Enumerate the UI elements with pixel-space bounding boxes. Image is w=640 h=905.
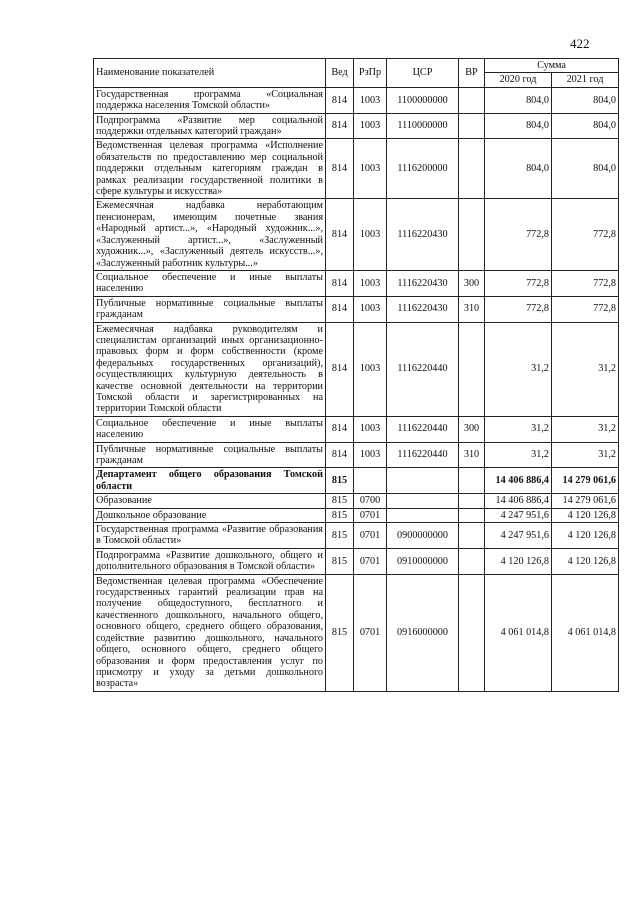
table-row — [94, 468, 619, 494]
row-name: Социальное обеспечение и иные выплаты населению — [94, 416, 326, 442]
row-ved: 815 — [326, 523, 354, 549]
row-name: Подпрограмма «Развитие дошкольного, общего и дополнительного образования в Томской области» — [94, 548, 326, 574]
table-row — [94, 139, 619, 199]
row-rzpr: 1003 — [354, 199, 387, 270]
row-sum-2021: 804,0 — [552, 113, 619, 139]
row-ved: 814 — [326, 416, 354, 442]
table-row — [94, 548, 619, 574]
header-rzpr: РзПр — [354, 59, 387, 88]
row-sum-2020: 14 406 886,4 — [485, 468, 552, 494]
row-rzpr: 1003 — [354, 113, 387, 139]
table-row — [94, 270, 619, 296]
row-vr — [459, 87, 485, 113]
row-sum-2020: 772,8 — [485, 199, 552, 270]
row-csr: 1116220430 — [387, 270, 459, 296]
row-name: Ежемесячная надбавка неработающим пенсионерам, имеющим почетные звания «Народный артист...», «Народный художник...», «Заслуженный артист...», «Заслуженный художник...», «Заслуженный деятель искусств...», «Заслуженный работник культуры...» — [94, 199, 326, 270]
row-rzpr: 0701 — [354, 523, 387, 549]
row-rzpr: 1003 — [354, 322, 387, 416]
table-row — [94, 574, 619, 691]
header-year-2020: 2020 год — [485, 73, 552, 87]
row-vr — [459, 494, 485, 508]
row-sum-2021: 31,2 — [552, 416, 619, 442]
row-sum-2021: 772,8 — [552, 199, 619, 270]
table-row — [94, 416, 619, 442]
row-ved: 814 — [326, 322, 354, 416]
row-csr: 1116220440 — [387, 442, 459, 468]
row-sum-2021: 4 120 126,8 — [552, 523, 619, 549]
header-name: Наименование показателей — [94, 59, 326, 88]
row-rzpr: 0701 — [354, 574, 387, 691]
row-vr — [459, 322, 485, 416]
row-vr — [459, 523, 485, 549]
page-number: 422 — [570, 36, 590, 51]
row-csr: 1116220440 — [387, 322, 459, 416]
row-ved: 815 — [326, 548, 354, 574]
row-sum-2020: 31,2 — [485, 416, 552, 442]
row-vr — [459, 574, 485, 691]
row-name: Социальное обеспечение и иные выплаты населению — [94, 270, 326, 296]
row-name: Дошкольное образование — [94, 508, 326, 522]
row-name: Государственная программа «Социальная поддержка населения Томской области» — [94, 87, 326, 113]
row-vr: 310 — [459, 296, 485, 322]
row-vr — [459, 468, 485, 494]
header-ved: Вед — [326, 59, 354, 88]
table-row — [94, 322, 619, 416]
table-row — [94, 442, 619, 468]
row-csr: 1110000000 — [387, 113, 459, 139]
row-sum-2021: 772,8 — [552, 270, 619, 296]
row-csr — [387, 468, 459, 494]
row-vr: 300 — [459, 270, 485, 296]
row-sum-2021: 804,0 — [552, 139, 619, 199]
row-ved: 814 — [326, 442, 354, 468]
row-csr: 1116220430 — [387, 199, 459, 270]
row-sum-2021: 4 120 126,8 — [552, 548, 619, 574]
row-sum-2020: 31,2 — [485, 442, 552, 468]
row-name: Публичные нормативные социальные выплаты гражданам — [94, 442, 326, 468]
header-csr: ЦСР — [387, 59, 459, 88]
row-ved: 814 — [326, 113, 354, 139]
row-sum-2020: 4 247 951,6 — [485, 508, 552, 522]
row-ved: 815 — [326, 468, 354, 494]
row-name: Подпрограмма «Развитие мер социальной поддержки отдельных категорий граждан» — [94, 113, 326, 139]
row-name: Публичные нормативные социальные выплаты гражданам — [94, 296, 326, 322]
row-name: Ведомственная целевая программа «Обеспечение государственных гарантий реализации прав на получение общедоступного, бесплатного и качественного дошкольного, начального общего, основного общего, среднего общего образования, содействие развитию дошкольного, начального общего, основного общего, среднего общего образования и форм предоставления услуг по присмотру и уходу за детьми дошкольного возраста» — [94, 574, 326, 691]
row-vr — [459, 199, 485, 270]
table-row — [94, 87, 619, 113]
row-sum-2020: 4 061 014,8 — [485, 574, 552, 691]
row-csr: 0910000000 — [387, 548, 459, 574]
row-vr — [459, 548, 485, 574]
row-sum-2021: 14 279 061,6 — [552, 468, 619, 494]
header-sum: Сумма — [485, 59, 619, 73]
table-row — [94, 494, 619, 508]
row-csr: 1116220440 — [387, 416, 459, 442]
row-rzpr: 1003 — [354, 442, 387, 468]
row-sum-2020: 772,8 — [485, 296, 552, 322]
row-rzpr — [354, 468, 387, 494]
row-sum-2020: 14 406 886,4 — [485, 494, 552, 508]
row-rzpr: 1003 — [354, 139, 387, 199]
row-sum-2021: 4 061 014,8 — [552, 574, 619, 691]
row-sum-2021: 772,8 — [552, 296, 619, 322]
row-ved: 814 — [326, 270, 354, 296]
table-row — [94, 508, 619, 522]
row-csr — [387, 508, 459, 522]
row-vr — [459, 113, 485, 139]
table-row — [94, 296, 619, 322]
row-csr: 0900000000 — [387, 523, 459, 549]
row-rzpr: 1003 — [354, 296, 387, 322]
row-name: Департамент общего образования Томской области — [94, 468, 326, 494]
row-rzpr: 0700 — [354, 494, 387, 508]
row-name: Ведомственная целевая программа «Исполнение обязательств по предоставлению мер социальной поддержки отдельным категориям граждан в рамках реализации государственной политики в сфере культуры и искусства» — [94, 139, 326, 199]
row-rzpr: 1003 — [354, 270, 387, 296]
row-vr: 310 — [459, 442, 485, 468]
row-rzpr: 1003 — [354, 416, 387, 442]
header-vr: ВР — [459, 59, 485, 88]
row-name: Образование — [94, 494, 326, 508]
row-vr: 300 — [459, 416, 485, 442]
row-ved: 814 — [326, 199, 354, 270]
table-row — [94, 523, 619, 549]
row-sum-2020: 4 247 951,6 — [485, 523, 552, 549]
row-vr — [459, 508, 485, 522]
row-sum-2021: 14 279 061,6 — [552, 494, 619, 508]
header-row — [94, 59, 619, 73]
row-sum-2020: 804,0 — [485, 139, 552, 199]
row-rzpr: 1003 — [354, 87, 387, 113]
table-body — [94, 87, 619, 691]
row-rzpr: 0701 — [354, 508, 387, 522]
row-ved: 815 — [326, 508, 354, 522]
table-row — [94, 199, 619, 270]
row-sum-2021: 804,0 — [552, 87, 619, 113]
row-rzpr: 0701 — [354, 548, 387, 574]
row-sum-2020: 804,0 — [485, 113, 552, 139]
row-ved: 815 — [326, 574, 354, 691]
row-csr: 1116220430 — [387, 296, 459, 322]
row-csr: 1116200000 — [387, 139, 459, 199]
row-ved: 814 — [326, 296, 354, 322]
row-sum-2020: 4 120 126,8 — [485, 548, 552, 574]
budget-table — [93, 58, 619, 692]
row-vr — [459, 139, 485, 199]
row-ved: 814 — [326, 87, 354, 113]
row-sum-2020: 31,2 — [485, 322, 552, 416]
row-csr — [387, 494, 459, 508]
row-sum-2020: 772,8 — [485, 270, 552, 296]
row-csr: 0916000000 — [387, 574, 459, 691]
header-year-2021: 2021 год — [552, 73, 619, 87]
row-csr: 1100000000 — [387, 87, 459, 113]
row-sum-2021: 31,2 — [552, 442, 619, 468]
table-row — [94, 113, 619, 139]
row-name: Государственная программа «Развитие образования в Томской области» — [94, 523, 326, 549]
row-sum-2021: 31,2 — [552, 322, 619, 416]
row-sum-2021: 4 120 126,8 — [552, 508, 619, 522]
row-name: Ежемесячная надбавка руководителям и специалистам организаций иных организационно-правовых форм и форм собственности (кроме федеральных государственных организаций), осуществляющих культурную деятельность в качестве основной деятельности на территории Томской области и зарегистрированных на территории Томской области — [94, 322, 326, 416]
row-ved: 815 — [326, 494, 354, 508]
row-sum-2020: 804,0 — [485, 87, 552, 113]
row-ved: 814 — [326, 139, 354, 199]
